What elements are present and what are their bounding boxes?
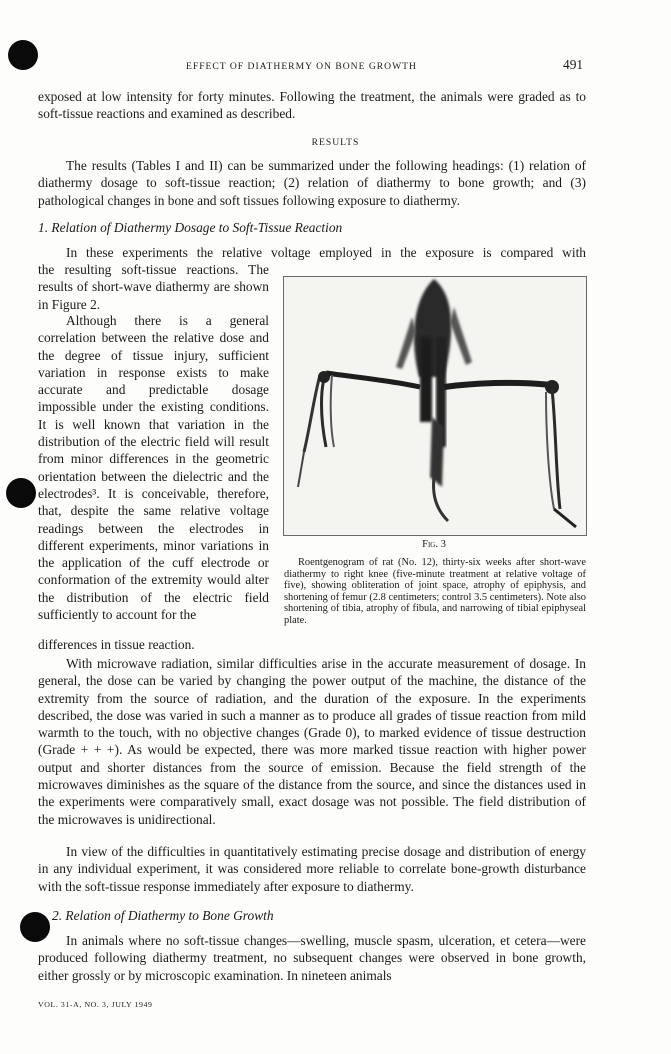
paragraph-summary: The results (Tables I and II) can be summarized under the following headings: (1) relation of diathermy dosage to soft-tissue reaction; (2) relation of diathermy to bone growth; and (3) pathological changes in bone and soft tissues following exposure to diathermy. xyxy=(38,158,586,208)
section-2-heading: 2. Relation of Diathermy to Bone Growth xyxy=(52,908,274,923)
paragraph-microwave: With microwave radiation, similar difficulties arise in the accurate measurement of dosage. In general, the dose can be varied by changing the power output of the machine, the distance of the extremity from the source of radiation, and the duration of the exposure. In the experiments described, the dose was varied in such a manner as to produce all grades of tissue reaction from mild warmth to the touch, with no objective changes (Grade 0), to marked evidence of tissue destruction (Grade + + +). As would be expected, there was more marked tissue reaction with higher power output and shorter distances from the source of emission. Because the field strength of the microwaves diminishes as the square of the distance from the source, and since the distances used in the experiments were comparatively small, exact dosage was not possible. The field distribution of the microwaves is unidirectional. xyxy=(38,656,586,827)
paragraph-correlation: Although there is a general correlation between the relative dose and the degree of tissue injury, sufficient variation in response exists to make accurate and predictable dosage impossible under the existing conditions. It is well known that variation in the distribution of the electric field will result from minor differences in the geometric orientation between the dielectric and the electrodes³. It is conceivable, therefore, that, despite the same relative voltage readings between the electrodes in different experiments, minor variations in the application of the cuff electrode or conformation of the extremity would alter the distribution of the electric field sufficiently to account for the xyxy=(38,313,269,623)
paragraph-bone-growth: In animals where no soft-tissue changes—swelling, muscle spasm, ulceration, et cetera—were produced following diathermy treatment, no subsequent changes were observed in bone growth, either grossly or by microscopic examination. In nineteen animals xyxy=(38,933,586,983)
figure-3-radiograph xyxy=(283,276,587,536)
page-number: 491 xyxy=(563,57,584,72)
results-heading: RESULTS xyxy=(311,137,360,148)
punch-hole-middle xyxy=(6,478,36,508)
journal-citation: VOL. 31-A, NO. 3, JULY 1949 xyxy=(38,1000,153,1009)
paragraph-voltage-lead: In these experiments the relative voltage employed in the exposure is compared with xyxy=(66,245,586,260)
figure-3-caption: Roentgenogram of rat (No. 12), thirty-six weeks after short-wave diathermy to right knee (five-minute treatment at relative voltage of five), showing obliteration of joint space, atrophy of epiphysis, and shortening of femur (2.8 centimeters; control 3.5 centimeters). Note also shortening of tibia, atrophy of fibula, and narrowing of tibial epiphyseal plate. xyxy=(284,557,586,626)
figure-3-label: Fig. 3 xyxy=(422,539,446,550)
rat-skeleton-xray-image xyxy=(284,277,586,535)
paragraph-dosage-difficulties: In view of the difficulties in quantitatively estimating precise dosage and distribution of energy in any individual experiment, it was considered more reliable to correlate bone-growth disturbance with the soft-tissue response immediately after exposure to diathermy. xyxy=(38,844,586,894)
section-1-heading: 1. Relation of Diathermy Dosage to Soft-Tissue Reaction xyxy=(38,220,343,235)
paragraph-voltage-body: the resulting soft-tissue reactions. The results of short-wave diathermy are shown in Figure 2. xyxy=(38,262,269,312)
punch-hole-top xyxy=(8,40,38,70)
paragraph-correlation-end: differences in tissue reaction. xyxy=(38,637,195,652)
paragraph-intro: exposed at low intensity for forty minutes. Following the treatment, the animals were graded as to soft-tissue reactions and examined as described. xyxy=(38,89,586,122)
running-title: EFFECT OF DIATHERMY ON BONE GROWTH xyxy=(186,61,417,72)
